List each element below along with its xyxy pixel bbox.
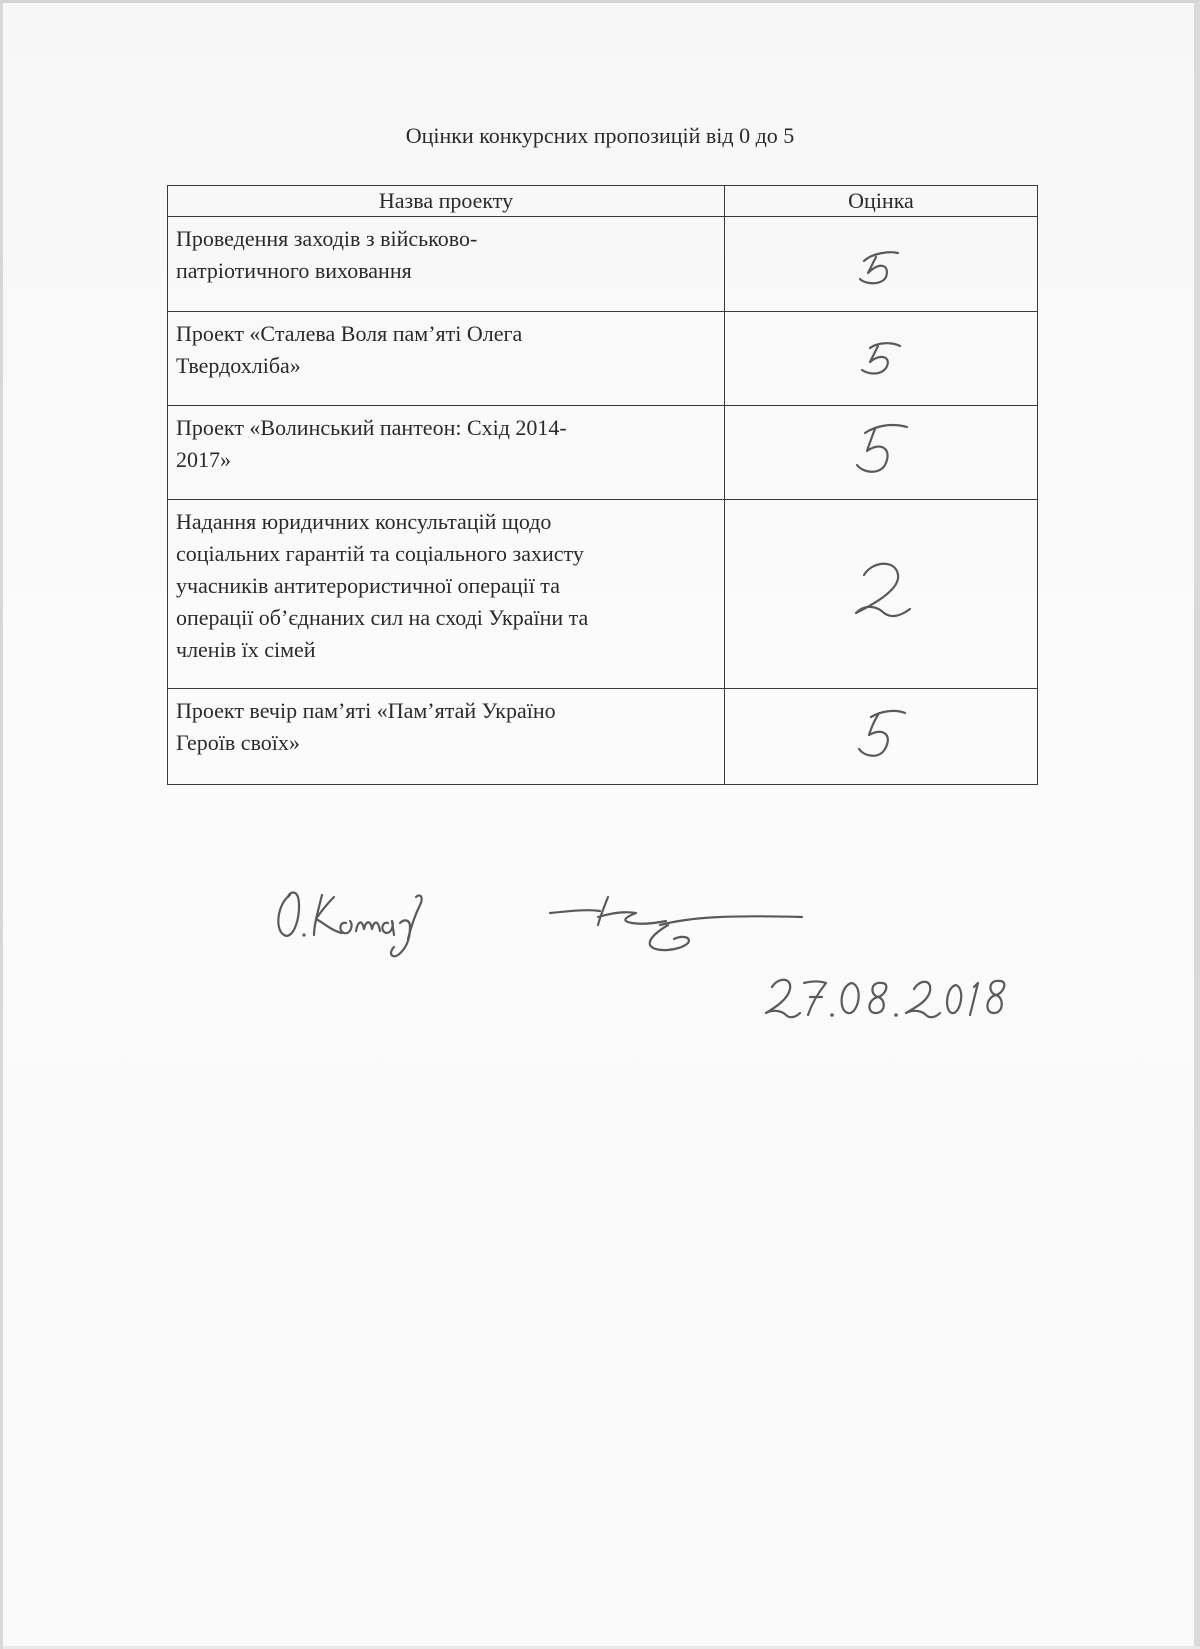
header-score: Оцінка: [725, 186, 1038, 217]
project-name-line: соціальних гарантій та соціального захисту: [176, 541, 584, 566]
project-name-line: 2017»: [176, 447, 231, 472]
project-name-cell: [168, 217, 725, 312]
project-name-line: операції об’єднаних сил на сході України та: [176, 605, 589, 630]
project-name-line: патріотичного виховання: [176, 258, 412, 283]
score-cell: [725, 406, 1038, 500]
score-cell: [725, 312, 1038, 406]
grades-table: [167, 185, 1038, 785]
project-name-cell: [168, 689, 725, 785]
project-name-cell: [168, 500, 725, 689]
project-name-line: Проект «Волинський пантеон: Схід 2014-: [176, 415, 567, 440]
project-name-line: Проект «Сталева Воля пам’яті Олега: [176, 321, 523, 346]
project-name-line: членів їх сімей: [176, 637, 316, 662]
handwritten-date: [760, 971, 1020, 1031]
handwritten-score-5: [841, 699, 921, 769]
handwritten-score-5: [841, 415, 921, 485]
project-name-line: Проведення заходів з військово-: [176, 226, 478, 251]
scan-edge-left: [0, 3, 3, 1649]
handwritten-score-5: [846, 231, 916, 291]
handwritten-score-2: [836, 551, 926, 631]
table-header-row: [168, 186, 1038, 217]
document-title: Оцінки конкурсних пропозицій від 0 до 5: [405, 123, 795, 148]
score-cell: [725, 217, 1038, 312]
table-row: [168, 406, 1038, 500]
project-name-line: Надання юридичних консультацій щодо: [176, 509, 552, 534]
project-name-line: учасників антитерористичної операції та: [176, 573, 560, 598]
project-name-line: Твердохліба»: [176, 353, 301, 378]
score-cell: [725, 689, 1038, 785]
header-project-name: Назва проекту: [168, 186, 725, 217]
project-name-line: Проект вечір пам’яті «Пам’ятай Україно: [176, 698, 556, 723]
table-row: [168, 689, 1038, 785]
signature-name: [270, 883, 470, 963]
handwritten-score-5: [846, 326, 916, 386]
project-name-cell: [168, 406, 725, 500]
table-row: [168, 500, 1038, 689]
project-name-cell: [168, 312, 725, 406]
project-name-line: Героїв своїх»: [176, 730, 300, 755]
table-row: [168, 217, 1038, 312]
signature-second: [540, 883, 820, 963]
score-cell: [725, 500, 1038, 689]
table-row: [168, 312, 1038, 406]
